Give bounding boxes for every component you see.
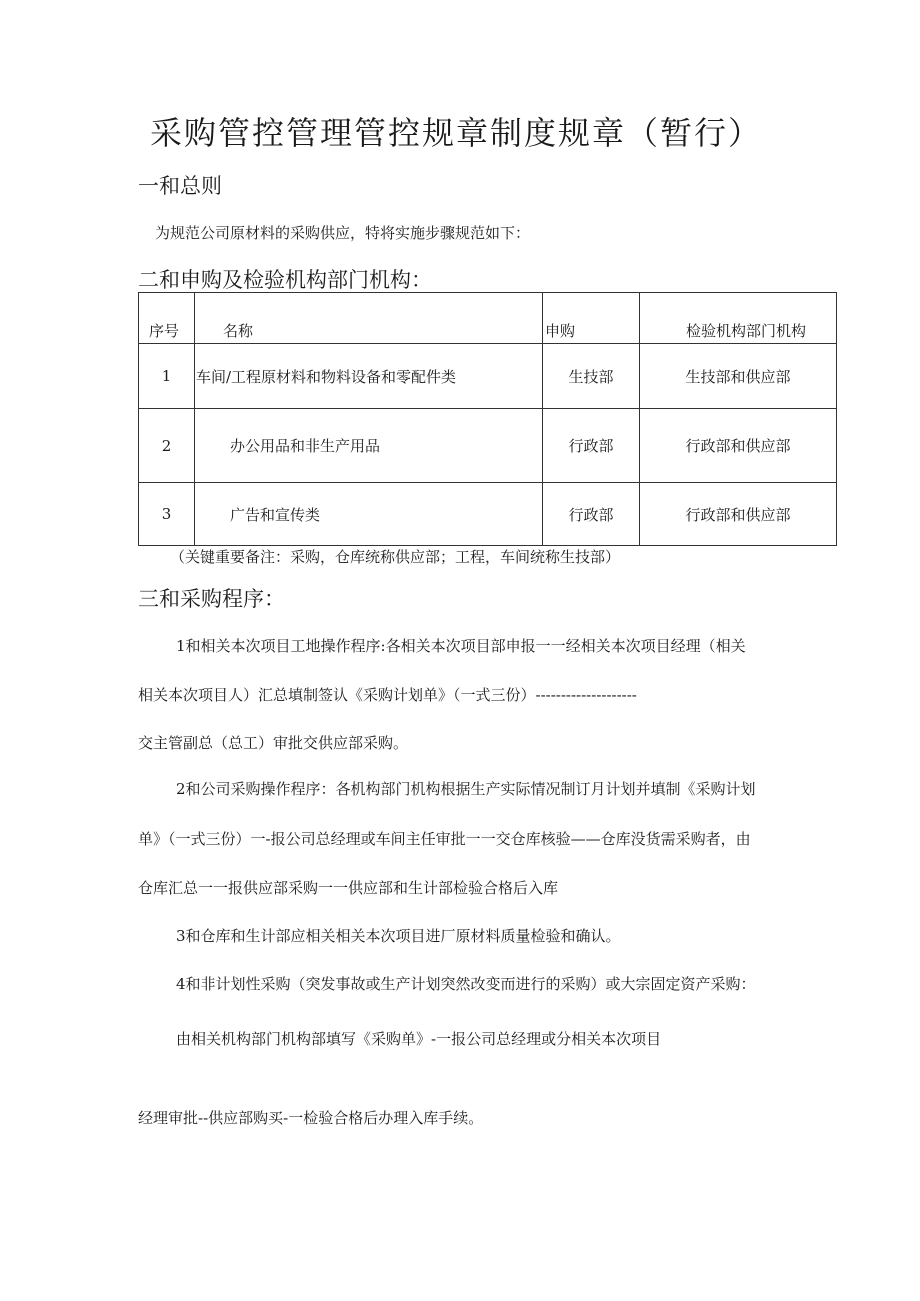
section-1-heading: 一和总则: [138, 174, 222, 198]
section-1-text: 为规范公司原材料的采购供应，特将实施步骤规范如下：: [155, 224, 531, 242]
section-3-heading: 三和采购程序：: [138, 587, 285, 611]
department-table: [138, 292, 837, 546]
cell-apply: 生技部: [543, 344, 640, 409]
cell-apply: 行政部: [543, 409, 640, 483]
cell-name: 广告和宣传类: [195, 483, 543, 546]
procedure-2-line: 2和公司采购操作程序：各机构部门机构根据生产实际情况制订月计划并填制《采购计划: [176, 780, 756, 798]
procedure-1-line: 相关本次项目人）汇总填制签认《采购计划单》（一式三份）--------------------: [138, 686, 637, 704]
table-row: [139, 483, 837, 546]
procedure-4-line: 经理审批--供应部购买-一检验合格后办理入库手续。: [138, 1109, 484, 1127]
header-seq: 序号: [139, 293, 195, 344]
procedure-4-line: 4和非计划性采购（突发事故或生产计划突然改变而进行的采购）或大宗固定资产采购：: [176, 975, 756, 993]
procedure-1-line: 1和相关本次项目工地操作程序:各相关本次项目部申报一一经相关本次项目经理（相关: [176, 637, 746, 655]
table-row: [139, 344, 837, 409]
procedure-2-line: 单》（一式三份）一-报公司总经理或车间主任审批一一交仓库核验——仓库没货需采购者，由: [138, 830, 751, 848]
procedure-1-line: 交主管副总（总工）审批交供应部采购。: [138, 734, 409, 752]
table-note: （关键重要备注：采购，仓库统称供应部；工程，车间统称生技部）: [170, 548, 621, 566]
procedure-4-line: 由相关机构部门机构部填写《采购单》-一报公司总经理或分相关本次项目: [176, 1030, 662, 1048]
header-name: 名称: [195, 293, 543, 344]
procedure-2-line: 仓库汇总一一报供应部采购一一供应部和生计部检验合格后入库: [138, 879, 559, 897]
cell-seq: 1: [139, 344, 195, 409]
cell-seq: 2: [139, 409, 195, 483]
cell-name: 车间/工程原材料和物料设备和零配件类: [195, 344, 543, 409]
cell-seq: 3: [139, 483, 195, 546]
header-inspection: 检验机构部门机构: [640, 293, 837, 344]
procedure-3-line: 3和仓库和生计部应相关相关本次项目进厂原材料质量检验和确认。: [176, 927, 621, 945]
section-2-heading: 二和申购及检验机构部门机构：: [138, 268, 432, 292]
table-header-row: [139, 293, 837, 344]
table-row: [139, 409, 837, 483]
cell-inspection: 行政部和供应部: [640, 483, 837, 546]
cell-inspection: 生技部和供应部: [640, 344, 837, 409]
cell-inspection: 行政部和供应部: [640, 409, 837, 483]
cell-name: 办公用品和非生产用品: [195, 409, 543, 483]
cell-apply: 行政部: [543, 483, 640, 546]
document-title: 采购管控管理管控规章制度规章（暂行）: [150, 114, 763, 152]
header-apply: 申购: [543, 293, 640, 344]
